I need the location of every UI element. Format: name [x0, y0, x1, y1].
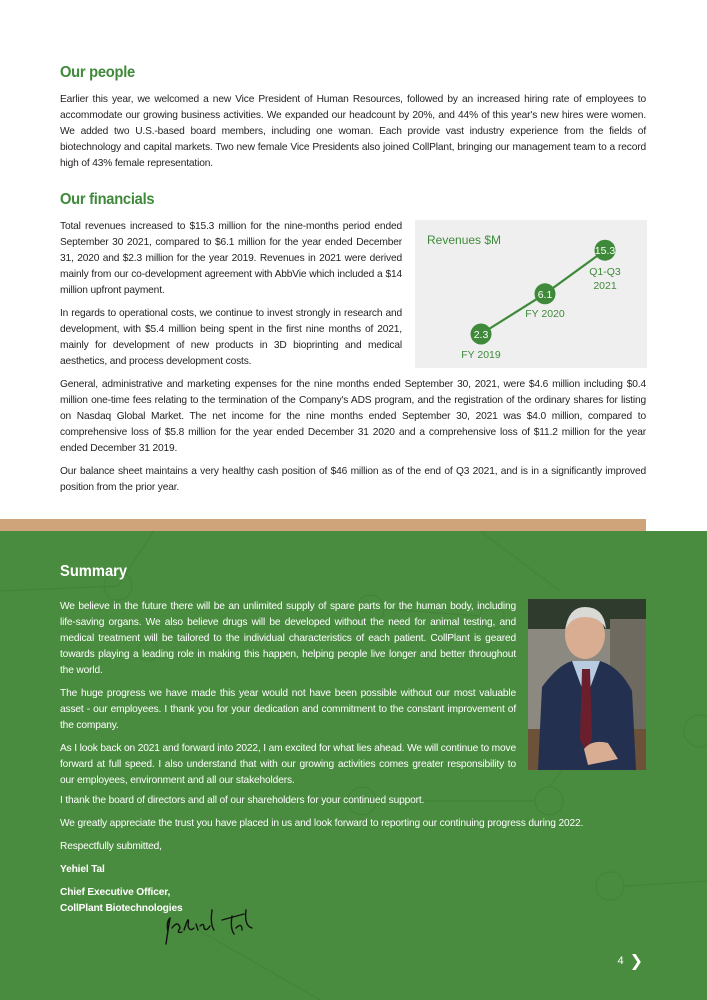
financials-opex-paragraph: In regards to operational costs, we continue to invest strongly in research and development, with $5.4 million being spent in the first nine months of 2021, mainly for development of new products in 3D bioprinting and medical aesthetics, and process development costs. — [60, 308, 402, 367]
signer-title — [60, 885, 646, 917]
signer-title-line-1: Chief Executive Officer, — [60, 887, 171, 898]
financials-balance-paragraph: Our balance sheet maintains a very healthy cash position of $46 million as of the end of Q3 2021, and is in a significantly improved position from the prior year. — [60, 466, 646, 493]
revenue-chart-svg — [415, 220, 647, 368]
summary-section — [0, 531, 707, 1000]
financials-left-column — [60, 219, 402, 377]
summary-paragraph: I thank the board of directors and all of our shareholders for your continued support. — [60, 795, 425, 806]
summary-paragraph: The huge progress we have made this year would not have been possible without our most valuable asset - our employees. I thank you for your dedication and commitment to the constant improvement of the company. — [60, 688, 516, 731]
category-label: FY 2019 — [461, 349, 501, 361]
category-label: 2021 — [593, 280, 617, 293]
our-people-body: Earlier this year, we welcomed a new Vice President of Human Resources, followed by an increased hiring rate of employees to accommodate our growing business activities. We expanded our headcount by 20%, and 44% of this year's new hires were women. We added two U.S.-based board members, including one woman. Each provide vast industry experience from the fields of biotechnology and capital markets. Two new female Vice Presidents also joined CollPlant, bringing our management team to a record high of 43% female representation. — [60, 94, 646, 169]
data-label: 2.3 — [473, 329, 489, 341]
summary-lower-text — [60, 793, 646, 917]
financials-full-width — [60, 377, 646, 503]
page-number: 4 — [617, 955, 624, 967]
category-label: Q1-Q3 — [589, 266, 621, 279]
our-financials-heading: Our financials — [60, 191, 155, 208]
summary-paragraph: We greatly appreciate the trust you have placed in us and look forward to reporting our continuing progress during 2022. — [60, 818, 584, 829]
chart-title: Revenues $M — [427, 233, 502, 247]
summary-heading: Summary — [60, 563, 128, 580]
revenue-chart — [415, 220, 647, 368]
data-label: 6.1 — [537, 288, 553, 301]
signer-title-line-2: CollPlant Biotechnologies — [60, 903, 183, 914]
page-navigation — [617, 951, 643, 971]
chevron-right-icon[interactable]: ❯ — [629, 953, 643, 970]
our-people-heading: Our people — [60, 64, 135, 81]
ceo-portrait-photo — [528, 599, 646, 770]
data-label: 15.3 — [594, 245, 616, 258]
financials-revenue-paragraph: Total revenues increased to $15.3 million for the nine-months period ended September 30 2021, compared to $6.1 million for the year ended December 31, 2020 and $2.3 million for the year 2019. Revenues in 2021 were derived mainly from our co-development agreement with AbbVie which included a $14 million upfront payment. — [60, 221, 402, 296]
ceo-portrait-illustration — [528, 599, 646, 770]
closing-line: Respectfully submitted, — [60, 841, 162, 852]
financials-ga-paragraph: General, administrative and marketing expenses for the nine months ended September 30, 2021, were $4.6 million including $0.4 million one-time fees relating to the termination of the Company's ADS program, and the registration of the ordinary shares for listing on Nasdaq Global Market. The net income for the nine months ended September 30, 2021 was $4.0 million, compared to comprehensive loss of $5.8 million for the year ended December 31 2020 and a comprehensive loss of $11.2 million for the year ended December 31 2019. — [60, 379, 646, 454]
summary-paragraph: We believe in the future there will be an unlimited supply of spare parts for the human body, including life-saving organs. We also believe drugs will be developed without the need for animal testing, and medical treatment will be tailored to the individual characteristics of each patient. CollPlant is geared towards playing a leading role in making this happen, helping people live longer and better throughout the world. — [60, 601, 516, 676]
summary-paragraph: As I look back on 2021 and forward into 2022, I am excited for what lies ahead. We will continue to move forward at full speed. I also understand that with our growing activities comes greater responsibility to our employees, environment and all our stakeholders. — [60, 743, 516, 786]
signature-image — [160, 906, 260, 954]
signer-name: Yehiel Tal — [60, 864, 105, 875]
summary-upper-text — [60, 599, 516, 796]
our-people-section — [60, 92, 646, 179]
decorative-band — [0, 519, 646, 531]
category-label: FY 2020 — [525, 307, 565, 320]
